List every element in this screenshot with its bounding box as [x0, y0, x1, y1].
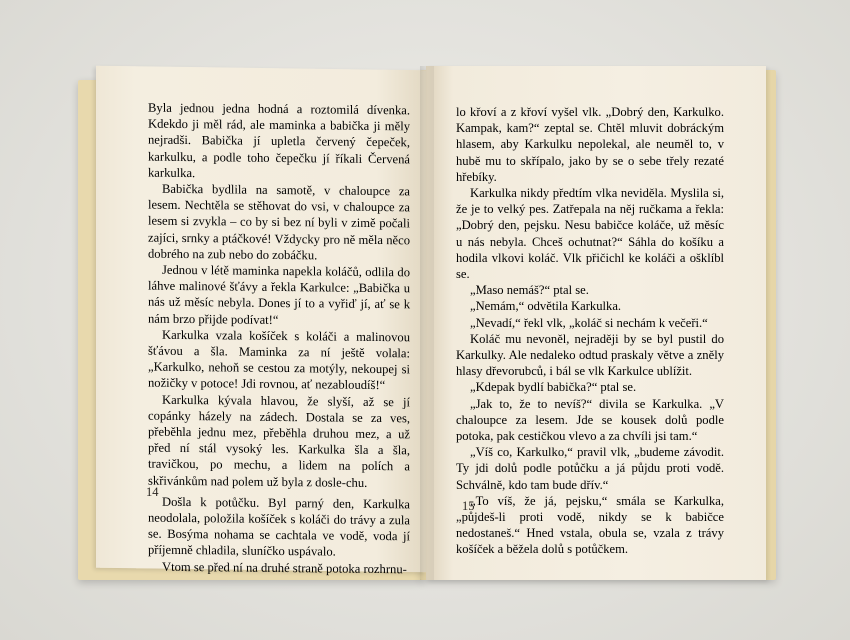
right-page-text: [456, 104, 724, 558]
paragraph: „Kdepak bydlí babička?“ ptal se.: [470, 380, 637, 395]
paragraph: lo křoví a z křoví vyšel vlk. „Dobrý den, Karkulko. Kampak, kam?“ zeptal se. Chtěl mluvit dobráckým hlasem, aby Karkulku nepolekal, ale neuměl to, v hubě mu to skřípalo, jako by se o sebe třely rezaté hřebíky.: [456, 105, 724, 184]
paragraph: „Nemám,“ odvětila Karkulka.: [470, 299, 622, 314]
left-page-text: [148, 100, 410, 578]
paragraph: Karkulka kývala hlavou, že slyší, až se jí copánky házely na zádech. Dostala se za ves, přeběhla jednu mez, přeběhla druhou mez, a už před ní stál vysoký les. Karkulka šla a šla, travičkou, po mechu, a lidem na polích a skřivánkům nad polem už byla z dosle-chu.: [148, 392, 410, 490]
paragraph: Jednou v létě maminka napekla koláčů, odlila do láhve malinové šťávy a řekla Karkulce: „Babička u nás už měsíc nebyla. Dones jí to a vyřiď jí, ať se k nám brzo přijde podívat!“: [148, 262, 410, 327]
paragraph: Babička bydlila na samotě, v chaloupce za lesem. Nechtěla se stěhovat do vsi, v chaloupce za lesem si zvykla – co by si bez ní byli v zimě počali zajíci, srnky a ptáčkové! Vždycky pro ně měla něco dobrého na zub nebo do zobáčku.: [148, 181, 410, 263]
paragraph: „To víš, že já, pejsku,“ smála se Karkulka, „půjdeš-li proti vodě, nikdy se k babičce nedostaneš.“ Hned vstala, obula se, vzala z trávy košíček a běžela dolů s potůčkem.: [456, 493, 724, 557]
paragraph: Karkulka vzala košíček s koláči a malinovou šťávou a šla. Maminka za ní ještě volala: „Karkulko, nehoň se cestou za motýly, nekoupej si nožičky v potoce! Jdi rovnou, ať nezabloudíš!“: [148, 327, 410, 393]
page-number-left: 14: [146, 485, 159, 499]
paragraph: Byla jednou jedna hodná a roztomilá dívenka. Kdekdo ji měl rád, ale maminka a babička ji měly nejradši. Babička jí upletla červený čepeček, karkulku, a podle toho čepečku jí říkali Červená karkulka.: [148, 100, 410, 180]
paragraph: Došla k potůčku. Byl parný den, Karkulka neodolala, položila košíček s koláči do trávy a zula se. Bosýma nohama se cachtala ve vodě, voda jí příjemně chladila, sluníčko uspávalo.: [148, 494, 410, 560]
book-gutter: [420, 66, 434, 580]
paragraph: „Víš co, Karkulko,“ pravil vlk, „budeme závodit. Ty jdi dolů podle potůčku a já půjdu proti vodě. Schválně, kdo tam bude dřív.“: [456, 445, 724, 492]
paragraph: Koláč mu nevoněl, nejraději by se byl pustil do Karkulky. Ale nedaleko odtud praskaly větve a zněly hlasy dřevorubců, i bál se vlk Karkulce ublížit.: [456, 331, 724, 379]
paragraph: Vtom se před ní na druhé straně potoka rozhrnu-: [162, 559, 407, 577]
paragraph: Karkulka nikdy předtím vlka neviděla. Myslila si, že je to velký pes. Zatřepala na něj ručkama a řekla: „Dobrý den, pejsku. Nesu babičce koláče, už měsíc u nás nebyla. Chceš ochutnat?“ Sáhla do košíku a hodila vlkovi koláč. Vlk přičichl ke koláči a ošklíbl se.: [456, 186, 724, 282]
page-number-right: 15: [462, 499, 475, 513]
paragraph: „Nevadí,“ řekl vlk, „koláč si nechám k večeři.“: [470, 315, 708, 330]
paragraph: „Jak to, že to nevíš?“ divila se Karkulka. „V chaloupce za lesem. Jde se kousek dolů podle potoka, pak cestičkou vlevo a za chvíli jsi tam.“: [456, 396, 724, 444]
paragraph: „Maso nemáš?“ ptal se.: [470, 283, 589, 298]
